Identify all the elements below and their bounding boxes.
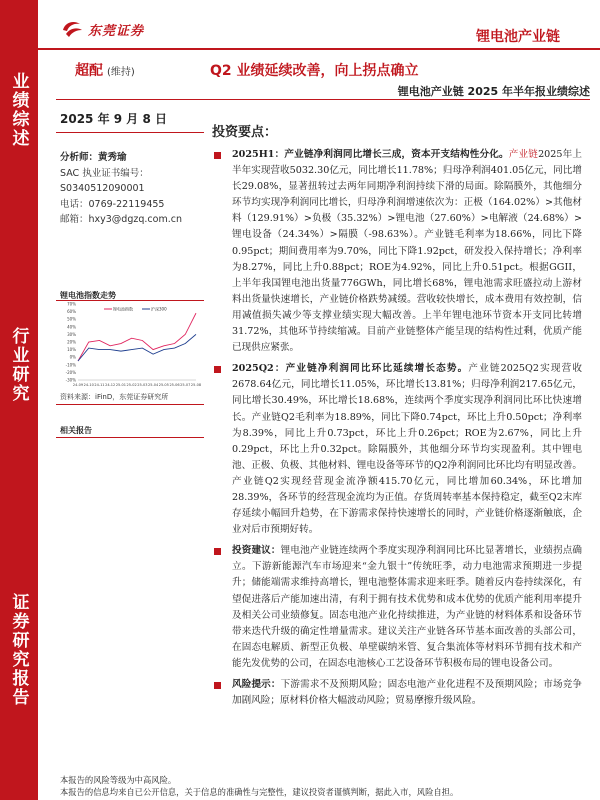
y-tick-label: 0% xyxy=(69,354,76,360)
y-tick-label: 20% xyxy=(67,339,76,345)
bullet-lead: 2025H1：产业链净利润同比增长三成，资本开支结构性分化。 xyxy=(232,149,509,160)
y-tick-label: -10% xyxy=(65,362,76,368)
y-tick-label: 50% xyxy=(67,316,76,322)
bullet-body: 锂电池产业链连续两个季度实现净利润同比环比显著增长，业绩拐点确立。下游新能源汽车市场迎来“金九银十”传统旺季，动力电池需求预期进一步提升；储能端需求维持高增长，锂电池整体需求迎来旺季。随着反内卷持续深化，有望促进落后产能加速出清，有利于拥有技术优势和成本优势的优质产能利用率提升及相关公司业绩修复。固态电池产业化持续推进，为产业链的材料体系和设备环节带来迭代升级的确定性增量需求。建议关注产业链各环节基本面改善的头部公司，在固态电解质、新型正负极、单壁碳纳米管、复合集流体等材料环节拥有技术和产能先发优势的公司，在固态电池核心工艺设备环节积极布局的锂电设备公司。 xyxy=(232,545,583,669)
report-subheadline: 锂电池产业链 2025 年半年报业绩综述 xyxy=(397,85,590,98)
logo-text: 东莞证券 xyxy=(88,23,145,39)
bullet-body: 产业链2025Q2实现营收2678.64亿元，同比增长11.05%，环比增长13.81%；归母净利润217.65亿元，同比增长30.49%，环比增长18.68%，连续两个季度实现净利润同比环比快速增长。产业链Q2毛利率为18.89%，同比下降0.74pct，环比上升0.50pct；净利率为8.39%，同比上升0.73pct，环比上升0.26pct；ROE为2.67%，同比上升0.29pct，环比上升0.32pct。除隔膜外，其他细分环节均实现盈利。其中锂电池、正极、负极、其他材料、锂电设备等环节的Q2净利润同比环比均有明显改善。产业链Q2实现经营现金流净额415.70亿元，同比增加60.34%，环比增加28.39%，各环节的经营现金流均为正值。存货周转率基本保持稳定，截至Q2末库存延续小幅回升趋势，在下游需求保持快速增长的同时，产业链价格逐渐触底，企业对后市预期好转。 xyxy=(232,363,583,536)
index-trend-chart xyxy=(60,300,200,390)
related-reports-heading: 相关报告 xyxy=(60,426,92,435)
x-tick-label: 25-08 xyxy=(190,383,202,387)
x-tick-label: 25-02 xyxy=(126,383,137,387)
y-tick-label: 70% xyxy=(67,301,76,307)
x-tick-label: 25-05 xyxy=(158,383,169,387)
bullet-lead: 风险提示： xyxy=(232,679,281,690)
bullet-square-icon xyxy=(214,682,221,689)
analyst-cert-label: SAC 执业证书编号： xyxy=(60,167,149,179)
x-tick-label: 25-07 xyxy=(180,383,191,387)
x-tick-label: 24-11 xyxy=(94,383,105,387)
series-line-csi300 xyxy=(78,334,196,361)
x-tick-label: 25-04 xyxy=(148,383,159,387)
investment-highlights-title: 投资要点： xyxy=(212,125,278,140)
report-headline: Q2 业绩延续改善，向上拐点确立 xyxy=(210,63,419,79)
rating-note: (维持) xyxy=(107,67,135,78)
rating-value: 超配 xyxy=(75,63,103,79)
sidebar-band xyxy=(0,0,38,800)
bullet-lead: 2025Q2：产业链净利润同比环比延续增长态势。 xyxy=(232,363,469,375)
series-line-lithium-index xyxy=(78,313,196,361)
bullet-body: 产业链2025年上半年实现营收5032.30亿元，同比增长11.78%；归母净利润401.05亿元，同比增长29.08%，显著扭转过去两年同期净利润持续下滑的局面。除隔膜外，其他细分环节均实现净利润同比增长，归母净利润增速依次为：正极（164.02%）>其他材料（129.91%）>负极（35.32%）>锂电池（27.60%）>电解液（24.68%）>锂电设备（24.34%）>隔膜（-98.63%）。产业链毛利率为18.66%，同比下降0.95pct；期间费用率为9.70%，同比下降1.92pct，研发投入保持增长；净利率为8.27%，同比上升0.88pct；ROE为4.92%，同比上升0.51pct。根据GGII，上半年我国锂电池出货量776GWh，同比增长68%，锂电池需求旺盛拉动上游材料出货量快速增长，产业链价格跌势减缓。营收较快增长，成本费用有效控制，信用减值损失减少等支撑业绩实现大幅改善。上半年锂电池环节资本开支同比转增31.72%，其他环节持续缩减。目前产业链整体产能呈现的结构性过剩，优质产能已现供应紧张。 xyxy=(232,149,582,354)
y-tick-label: 60% xyxy=(67,309,76,315)
bullet-lead: 投资建议： xyxy=(232,545,281,557)
x-tick-label: 24-12 xyxy=(105,383,116,387)
disclaimer xyxy=(60,774,458,798)
analyst-info xyxy=(60,150,182,228)
bullet-square-icon xyxy=(214,548,221,555)
bullet-h1 xyxy=(212,147,582,356)
bullet-square-icon xyxy=(214,366,221,373)
related-divider xyxy=(56,437,204,438)
chart-bottom-divider xyxy=(56,404,204,405)
x-tick-label: 25-03 xyxy=(137,383,148,387)
legend-label-lithium: 锂电池指数 xyxy=(113,306,133,312)
y-tick-label: -30% xyxy=(65,377,76,383)
x-tick-label: 25-06 xyxy=(169,383,180,387)
y-tick-label: 30% xyxy=(67,331,76,337)
analyst-email: 邮箱：hxy3@dgzq.com.cn xyxy=(60,214,182,225)
rating xyxy=(75,60,135,80)
bullet-square-icon xyxy=(214,152,221,159)
sidebar-label-securities: 证券研究报告 xyxy=(8,593,29,707)
x-tick-label: 24-10 xyxy=(83,383,94,387)
chart-source: 资料来源：iFinD，东莞证券研究所 xyxy=(60,393,169,401)
y-tick-label: -20% xyxy=(65,369,76,375)
header-divider xyxy=(38,48,600,50)
disclaimer-line-1: 本报告的风险等级为中高风险。 xyxy=(60,775,177,785)
analyst-name: 分析师：黄秀瑜 xyxy=(60,152,127,163)
analyst-phone: 电话：0769-22119455 xyxy=(60,198,165,210)
x-tick-label: 25-01 xyxy=(115,383,126,387)
analyst-cert-number: S0340512090001 xyxy=(60,183,145,194)
sidebar-label-review: 业绩综述 xyxy=(8,72,29,148)
bullet-risk xyxy=(212,677,582,709)
logo-icon xyxy=(60,18,84,40)
x-tick-label: 24-09 xyxy=(72,383,84,387)
y-tick-label: 10% xyxy=(67,347,76,353)
section-title: 锂电池产业链 xyxy=(476,29,560,45)
chart-title: 锂电池指数走势 xyxy=(60,291,116,300)
bullet-body: 下游需求不及预期风险；固态电池产业化进程不及预期风险；市场竞争加剧风险；原材料价格大幅波动风险；贸易摩擦升级风险。 xyxy=(232,679,583,707)
disclaimer-line-2: 本报告的信息均来自已公开信息，关于信息的准确性与完整性，建议投资者谨慎判断，据此入市，风险自担。 xyxy=(60,787,459,797)
date-divider xyxy=(56,132,204,133)
report-date: 2025 年 9 月 8 日 xyxy=(60,112,167,126)
company-logo xyxy=(60,18,144,40)
y-tick-label: 40% xyxy=(67,324,76,330)
investment-bullets xyxy=(212,147,582,714)
bullet-q2 xyxy=(212,361,582,538)
sidebar-label-industry: 行业研究 xyxy=(8,327,29,403)
headline-divider xyxy=(56,99,590,100)
legend-label-csi300: 沪深300 xyxy=(151,306,167,312)
bullet-advice xyxy=(212,543,582,672)
